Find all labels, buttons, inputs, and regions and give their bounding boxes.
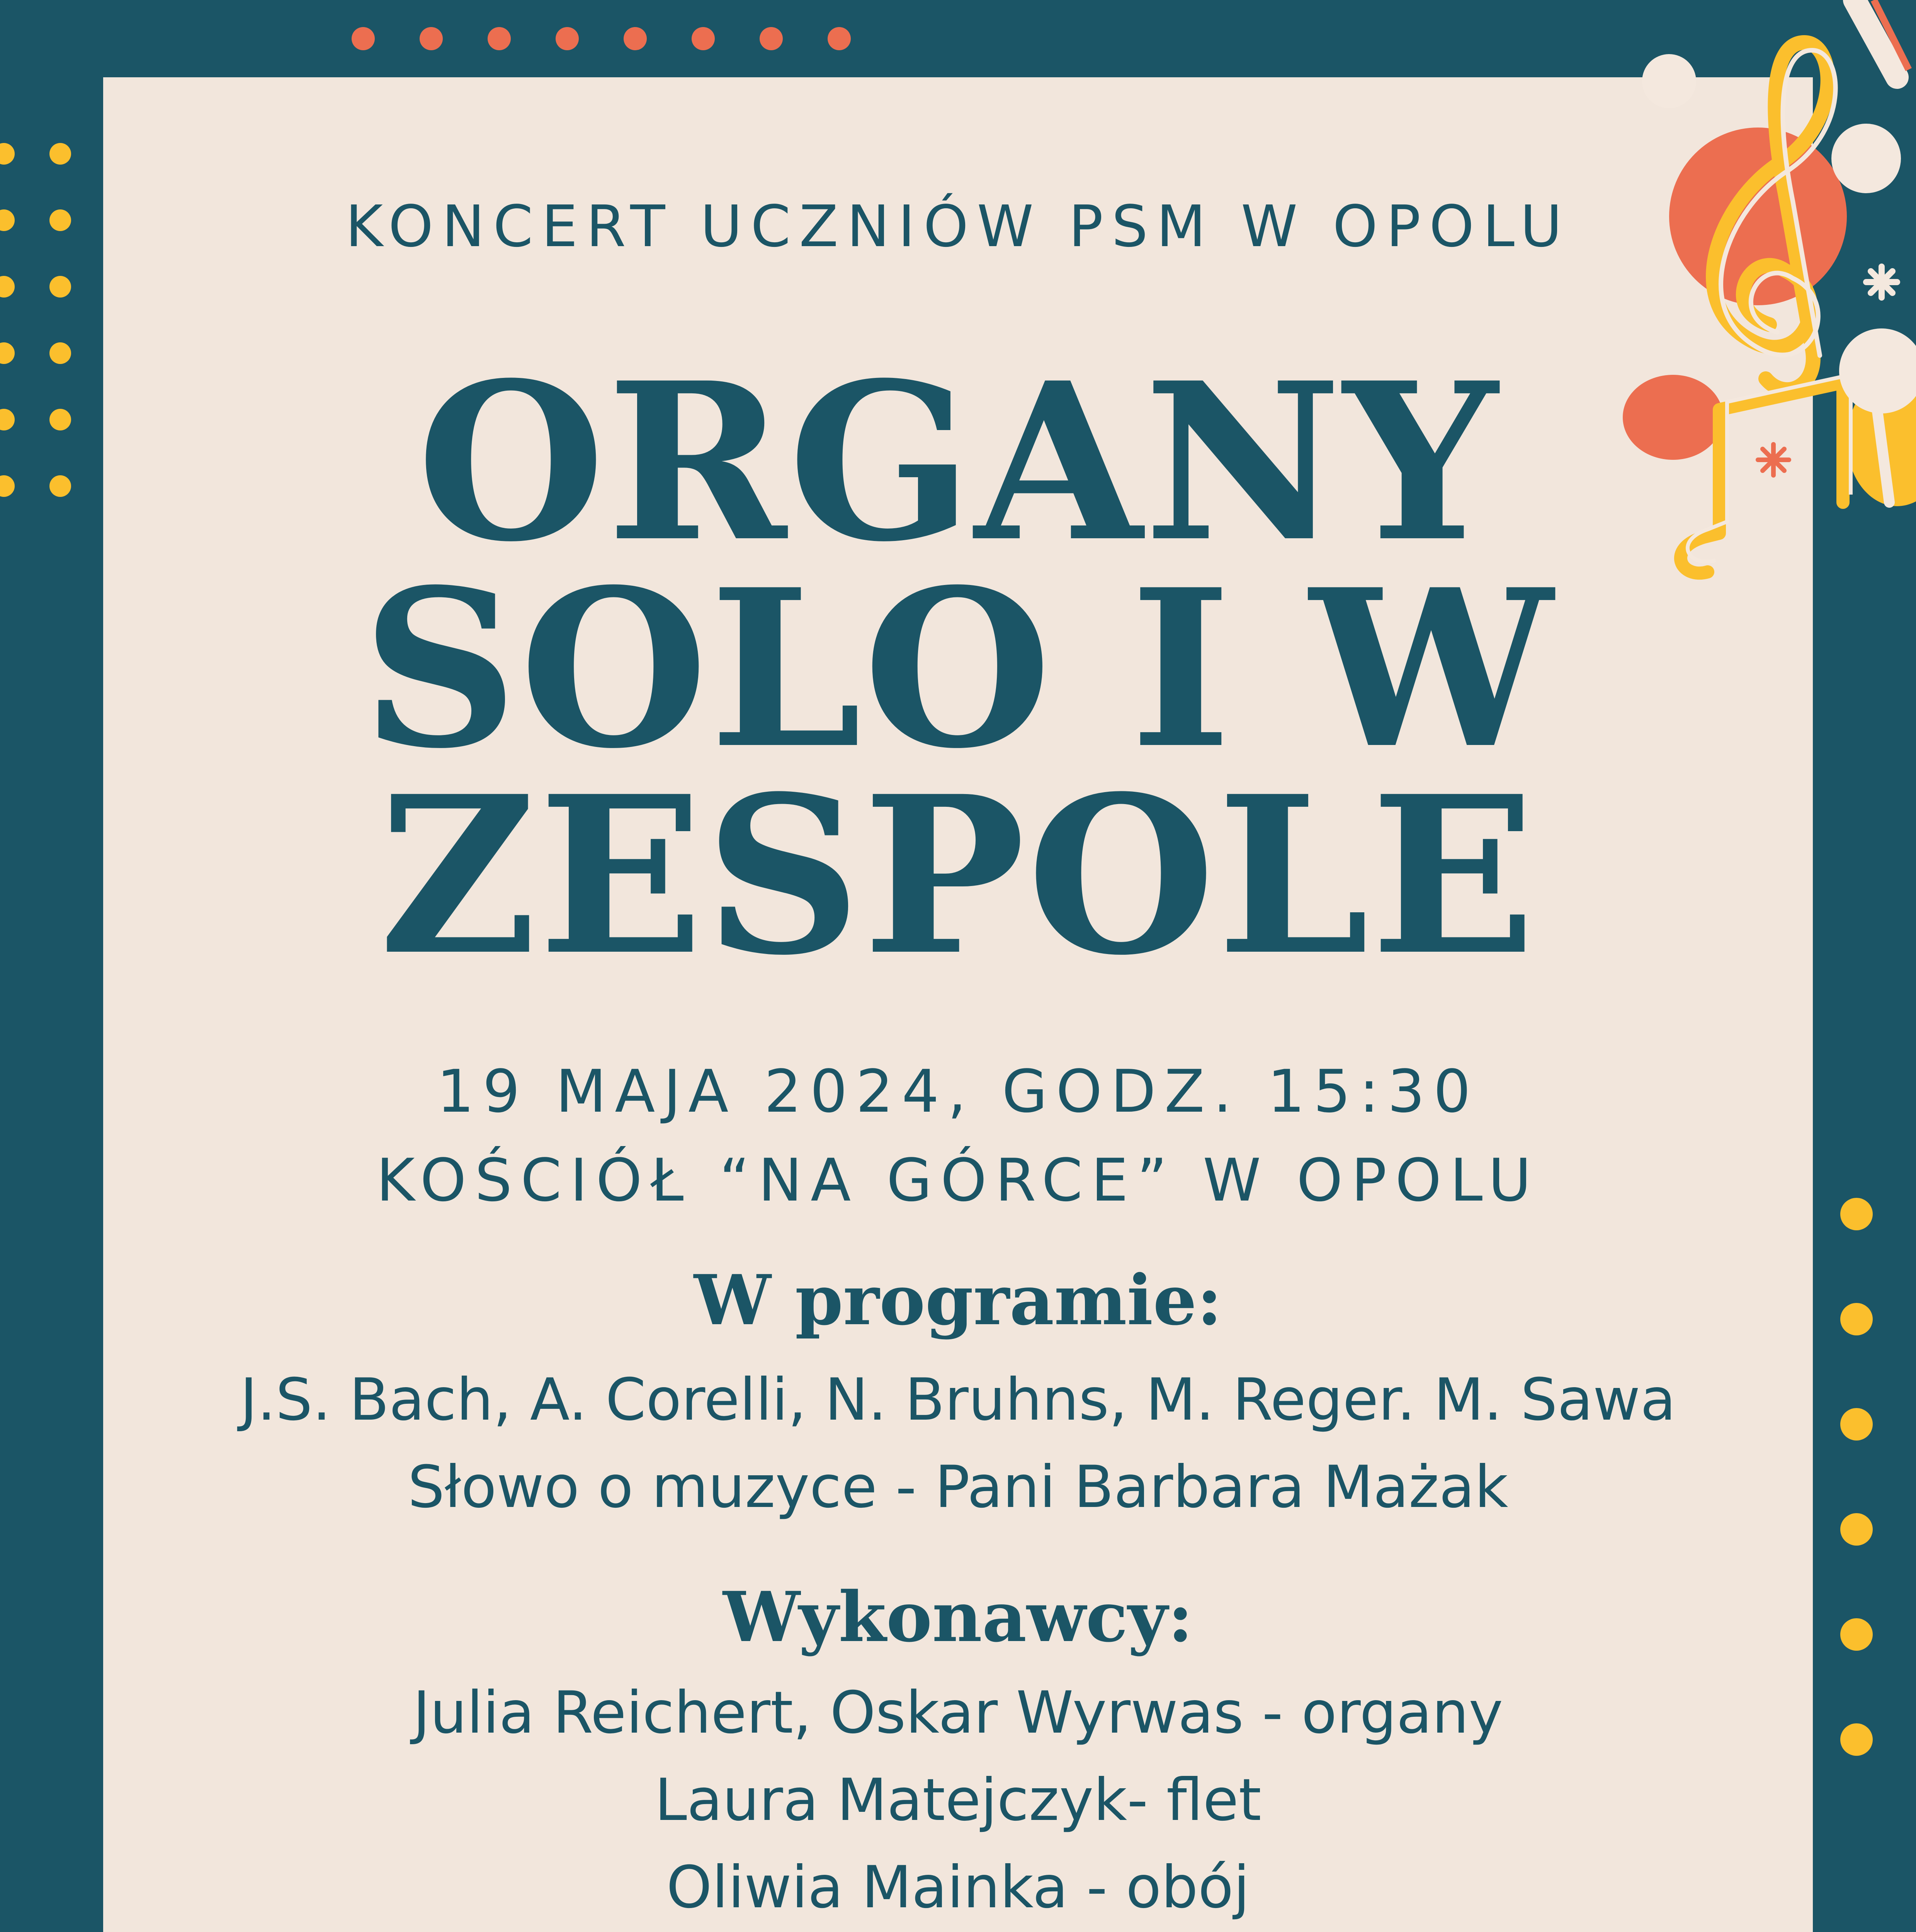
decorative-dot <box>1840 1618 1873 1651</box>
title-line: ORGANY <box>417 335 1499 590</box>
event-venue: KOŚCIÓŁ “NA GÓRCE” W OPOLU <box>376 1146 1540 1214</box>
concert-subtitle: KONCERT UCZNIÓW PSM W OPOLU <box>345 193 1571 260</box>
title-line: ZESPOLE <box>379 749 1537 1003</box>
decorative-dot <box>49 475 71 497</box>
program-line: Słowo o muzyce - Pani Barbara Mażak <box>408 1454 1508 1521</box>
decorative-dot <box>1840 1408 1873 1440</box>
program-heading: W programie: <box>694 1260 1222 1340</box>
performer-line: Laura Matejczyk- flet <box>655 1767 1261 1834</box>
decorative-dot <box>1840 1723 1873 1756</box>
decorative-dot <box>0 276 15 298</box>
decorative-dot <box>49 143 71 165</box>
decorative-dot <box>420 27 443 50</box>
note-head <box>1623 375 1723 460</box>
decorative-dot <box>0 409 15 430</box>
decorative-dot <box>692 27 715 50</box>
performer-line: Oliwia Mainka - obój <box>666 1854 1250 1921</box>
decorative-dot <box>49 409 71 430</box>
event-details <box>103 1047 1813 1225</box>
concert-title <box>103 335 1813 1003</box>
note-blob <box>1831 124 1901 193</box>
decorative-dot <box>1840 1513 1873 1546</box>
sparkle-icon <box>1866 267 1897 298</box>
program-list <box>103 1356 1813 1531</box>
decorative-dot <box>0 475 15 497</box>
decorative-dot <box>0 143 15 165</box>
decorative-dot <box>0 209 15 231</box>
decorative-dot <box>49 209 71 231</box>
note-blob <box>1669 128 1847 305</box>
performer-line: Julia Reichert, Oskar Wyrwas - organy <box>413 1679 1503 1747</box>
decorative-dot <box>828 27 851 50</box>
performers-heading: Wykonawcy: <box>723 1577 1193 1657</box>
event-date: 19 MAJA 2024, GODZ. 15:30 <box>437 1057 1479 1126</box>
decorative-dot <box>49 342 71 364</box>
title-line: SOLO I W <box>362 542 1554 796</box>
decorative-dot <box>1840 1303 1873 1335</box>
decorative-dot <box>352 27 375 50</box>
decorative-dot <box>624 27 647 50</box>
decorative-dot <box>0 342 15 364</box>
performers-list <box>103 1669 1813 1932</box>
top-right-notes-decoration <box>1603 0 1916 587</box>
decorative-dot <box>556 27 579 50</box>
note-blob <box>1642 54 1696 108</box>
decorative-dot <box>488 27 511 50</box>
program-line: J.S. Bach, A. Corelli, N. Bruhns, M. Reger. M. Sawa <box>240 1366 1676 1434</box>
decorative-dot <box>760 27 783 50</box>
decorative-dot <box>49 276 71 298</box>
decorative-dot <box>1840 1198 1873 1230</box>
